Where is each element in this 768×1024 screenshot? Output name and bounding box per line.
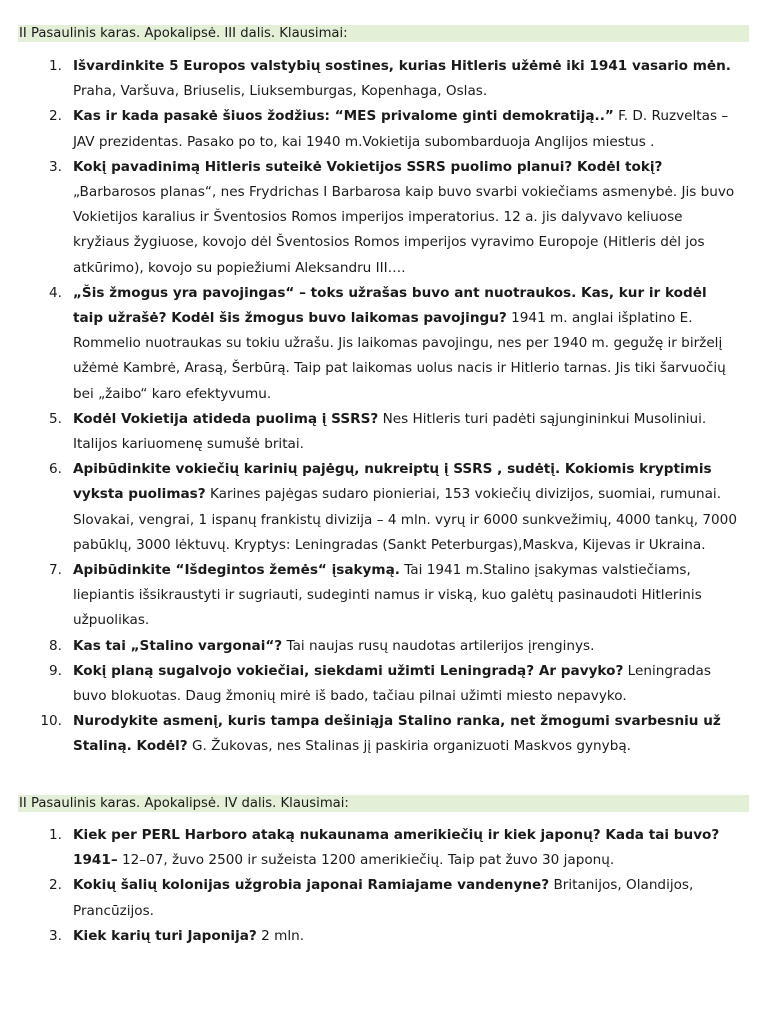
answer-text: Praha, Varšuva, Briuselis, Liuksemburgas, Kopenhaga, Oslas. — [73, 83, 488, 100]
question-item — [0, 634, 768, 659]
question-item — [0, 155, 768, 281]
item-number: 9. — [49, 662, 62, 679]
question-item — [0, 457, 768, 558]
question-item — [0, 823, 768, 873]
question-item — [0, 558, 768, 634]
question-text: Išvardinkite 5 Europos valstybių sostines, kurias Hitleris užėmė iki 1941 vasario mėn. — [73, 58, 731, 74]
section-title: II Pasaulinis karas. Apokalipsė. IV dalis. Klausimai: — [19, 796, 349, 811]
answer-text: Tai naujas rusų naudotas artilerijos įrenginys. — [286, 637, 595, 654]
answer-text: 1941 m. anglai išplatino E. Rommelio nuotraukas su tokiu užrašu. Jis laikomas pavojingu, nes per 1940 m. gegužę ir birželį užėmė Kambrė, Arasą, Šerbūrą. Taip pat laikomas uolus nacis ir Hitlerio tarnas. Jis tiki šarvuočių bei „žaibo“ karo efektyvumu. — [73, 310, 726, 402]
question-text: Apibūdinkite vokiečių karinių pajėgų, nukreiptų į SSRS , sudėtį. Kokiomis kryptimis vyksta puolimas? — [73, 461, 712, 503]
answer-text: G. Žukovas, nes Stalinas jį paskiria organizuoti Maskvos gynybą. — [192, 738, 631, 755]
question-text: Kodėl Vokietija atideda puolimą į SSRS? — [73, 410, 379, 427]
question-text: Kokį planą sugalvojo vokiečiai, siekdami užimti Leningradą? Ar pavyko? — [73, 662, 624, 679]
question-text: Kiek karių turi Japonija? — [73, 927, 257, 944]
question-text: Nurodykite asmenį, kuris tampa dešiniąja Stalino ranka, net žmogumi svarbesniu už Staliną. Kodėl? — [73, 713, 721, 755]
question-item — [0, 709, 768, 759]
item-number: 4. — [49, 284, 62, 301]
question-item — [0, 659, 768, 709]
item-number: 6. — [49, 461, 62, 478]
item-number: 5. — [49, 410, 62, 427]
item-number: 1. — [49, 827, 62, 843]
question-list-part-3 — [0, 54, 768, 760]
question-item — [0, 281, 768, 407]
item-number: 2. — [49, 108, 62, 125]
section-title: II Pasaulinis karas. Apokalipsė. III dalis. Klausimai: — [19, 26, 348, 41]
answer-text: Karines pajėgas sudaro pionieriai, 153 vokiečių divizijos, suomiai, rumunai. Slovakai, vengrai, 1 ispanų frankistų divizija – 4 mln. vyrų ir 6000 sunkvežimių, 4000 tankų, 7000 pabūklų, 3000 lėktuvų. Kryptys: Leningradas (Sankt Peterburgas),Maskva, Kijevas ir Ukraina. — [73, 486, 737, 553]
item-number: 7. — [49, 562, 62, 579]
item-number: 3. — [49, 927, 62, 944]
question-text: „Šis žmogus yra pavojingas“ – toks užrašas buvo ant nuotraukos. Kas, kur ir kodėl taip užrašė? Kodėl šis žmogus buvo laikomas pavojingu? — [73, 284, 707, 327]
answer-text: Nes Hitleris turi padėti sąjungininkui Musoliniui. Italijos kariuomenę sumušė britai. — [73, 410, 707, 453]
question-text: Kokį pavadinimą Hitleris suteikė Vokietijos SSRS puolimo planui? Kodėl tokį? — [73, 158, 663, 175]
section-header-part-4 — [18, 795, 749, 812]
question-text: Kas ir kada pasakė šiuos žodžius: “MES privalome ginti demokratiją..” — [73, 108, 614, 125]
item-number: 10. — [40, 713, 62, 730]
question-item — [0, 104, 768, 154]
question-text: Kiek per PERL Harboro ataką nukaunama amerikiečių ir kiek japonų? Kada tai buvo? 1941– — [73, 827, 720, 869]
question-item — [0, 54, 768, 104]
question-text: Apibūdinkite “Išdegintos žemės“ įsakymą. — [73, 562, 400, 579]
question-text: Kokių šalių kolonijas užgrobia japonai Ramiajame vandenyne? — [73, 877, 550, 894]
answer-text: 2 mln. — [261, 927, 305, 944]
item-number: 8. — [49, 637, 62, 654]
answer-text: Britanijos, Olandijos, Prancūzijos. — [73, 877, 694, 919]
answer-text: F. D. Ruzveltas – JAV prezidentas. Pasako po to, kai 1940 m.Vokietija subombarduoja Anglijos miestus . — [73, 108, 729, 150]
answer-text: „Barbarosos planas“, nes Frydrichas I Barbarosa kaip buvo svarbi vokiečiams asmenybė. Jis buvo Vokietijos karalius ir Šventosios Romos imperijos imperatorius. 12 a. jis dalyvavo keliuose kryžiaus žygiuose, kovojo dėl Šventosios Romos imperijos vyravimo Europoje (Hitleris dėl jos atkūrimo), kovojo su popiežiumi Aleksandru III…. — [73, 184, 735, 276]
answer-text: Tai 1941 m.Stalino įsakymas valstiečiams, liepiantis išsikraustyti ir sugriauti, sudeginti namus ir viską, kuo galėtų pasinaudoti Hitlerinis užpuolikas. — [73, 562, 702, 629]
question-item — [0, 924, 768, 949]
section-header-part-3 — [18, 25, 749, 42]
item-number: 2. — [49, 877, 62, 894]
answer-text: Leningradas buvo blokuotas. Daug žmonių mirė iš bado, tačiau pilnai užimti miesto nepavyko. — [73, 662, 711, 705]
answer-text: 12–07, žuvo 2500 ir sužeista 1200 amerikiečių. Taip pat žuvo 30 japonų. — [121, 852, 615, 869]
item-number: 1. — [49, 58, 62, 74]
question-item — [0, 873, 768, 923]
question-list-part-4 — [0, 823, 768, 949]
question-text: Kas tai „Stalino vargonai“? — [73, 637, 283, 654]
question-item — [0, 407, 768, 457]
item-number: 3. — [49, 158, 62, 175]
